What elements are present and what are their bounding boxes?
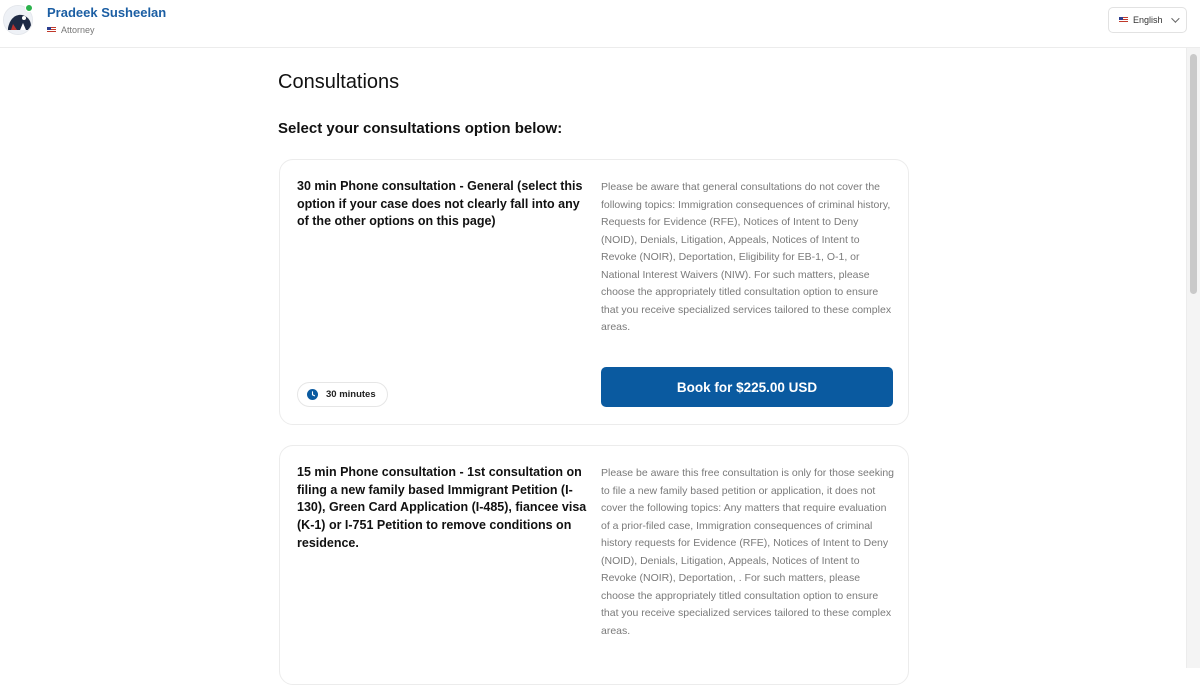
consultation-title: 15 min Phone consultation - 1st consultation on filing a new family based Immigrant Petition (I-130), Green Card Application (I-485), fiancee visa (K-1) or I-751 Petition to remove conditions on residence.: [297, 465, 587, 550]
page-scrollbar[interactable]: [1186, 48, 1200, 668]
online-status-dot: [25, 4, 33, 12]
role-label: Attorney: [61, 25, 95, 35]
consultation-description: Please be aware that general consultations do not cover the following topics: Immigration consequences of criminal history, Requests for Evidence (RFE), Notices of Intent to Deny (NOID), Denials, Litigation, Appeals, Notices of Intent to Revoke (NOIR), Deportation, Eligibility for EB-1, O-1, or National Interest Waivers (NIW). For such matters, please choose the appropriately titled consultation option to ensure that you receive specialized services tailored to these complex areas.: [601, 181, 892, 333]
language-select[interactable]: [1108, 7, 1187, 33]
us-flag-icon: [1119, 17, 1128, 23]
consultation-description: Please be aware this free consultation is only for those seeking to file a new family based petition or application, it does not cover the following topics: Any matters that require evaluation of a prior-filed case, Immigration consequences of criminal history requests for Evidence (RFE), Notices of Intent to Deny (NOID), Denials, Litigation, Appeals, Notices of Intent to Revoke (NOIR), Deportation, . For such matters, please choose the appropriately titled consultation option to ensure that you receive specialized services tailored to these complex areas.: [601, 467, 895, 637]
language-label: English: [1133, 15, 1163, 25]
chevron-down-icon: [1171, 14, 1179, 22]
attorney-name[interactable]: Pradeek Susheelan: [47, 5, 167, 20]
consultation-card: [279, 159, 909, 425]
page-subtitle: Select your consultations option below:: [278, 120, 563, 137]
clock-icon: [307, 389, 318, 400]
duration-label: 30 minutes: [326, 389, 376, 400]
page-title: Consultations: [278, 71, 400, 93]
consultation-card: [279, 445, 909, 685]
us-flag-icon: [47, 27, 56, 33]
book-consultation-button[interactable]: Book for $225.00 USD: [601, 367, 893, 407]
consultation-title: 30 min Phone consultation - General (select this option if your case does not clearly fall into any of the other options on this page): [297, 179, 583, 229]
scrollbar-thumb[interactable]: [1190, 54, 1197, 294]
duration-badge: [297, 382, 388, 407]
top-header: [0, 0, 1200, 48]
attorney-role: [47, 25, 95, 35]
